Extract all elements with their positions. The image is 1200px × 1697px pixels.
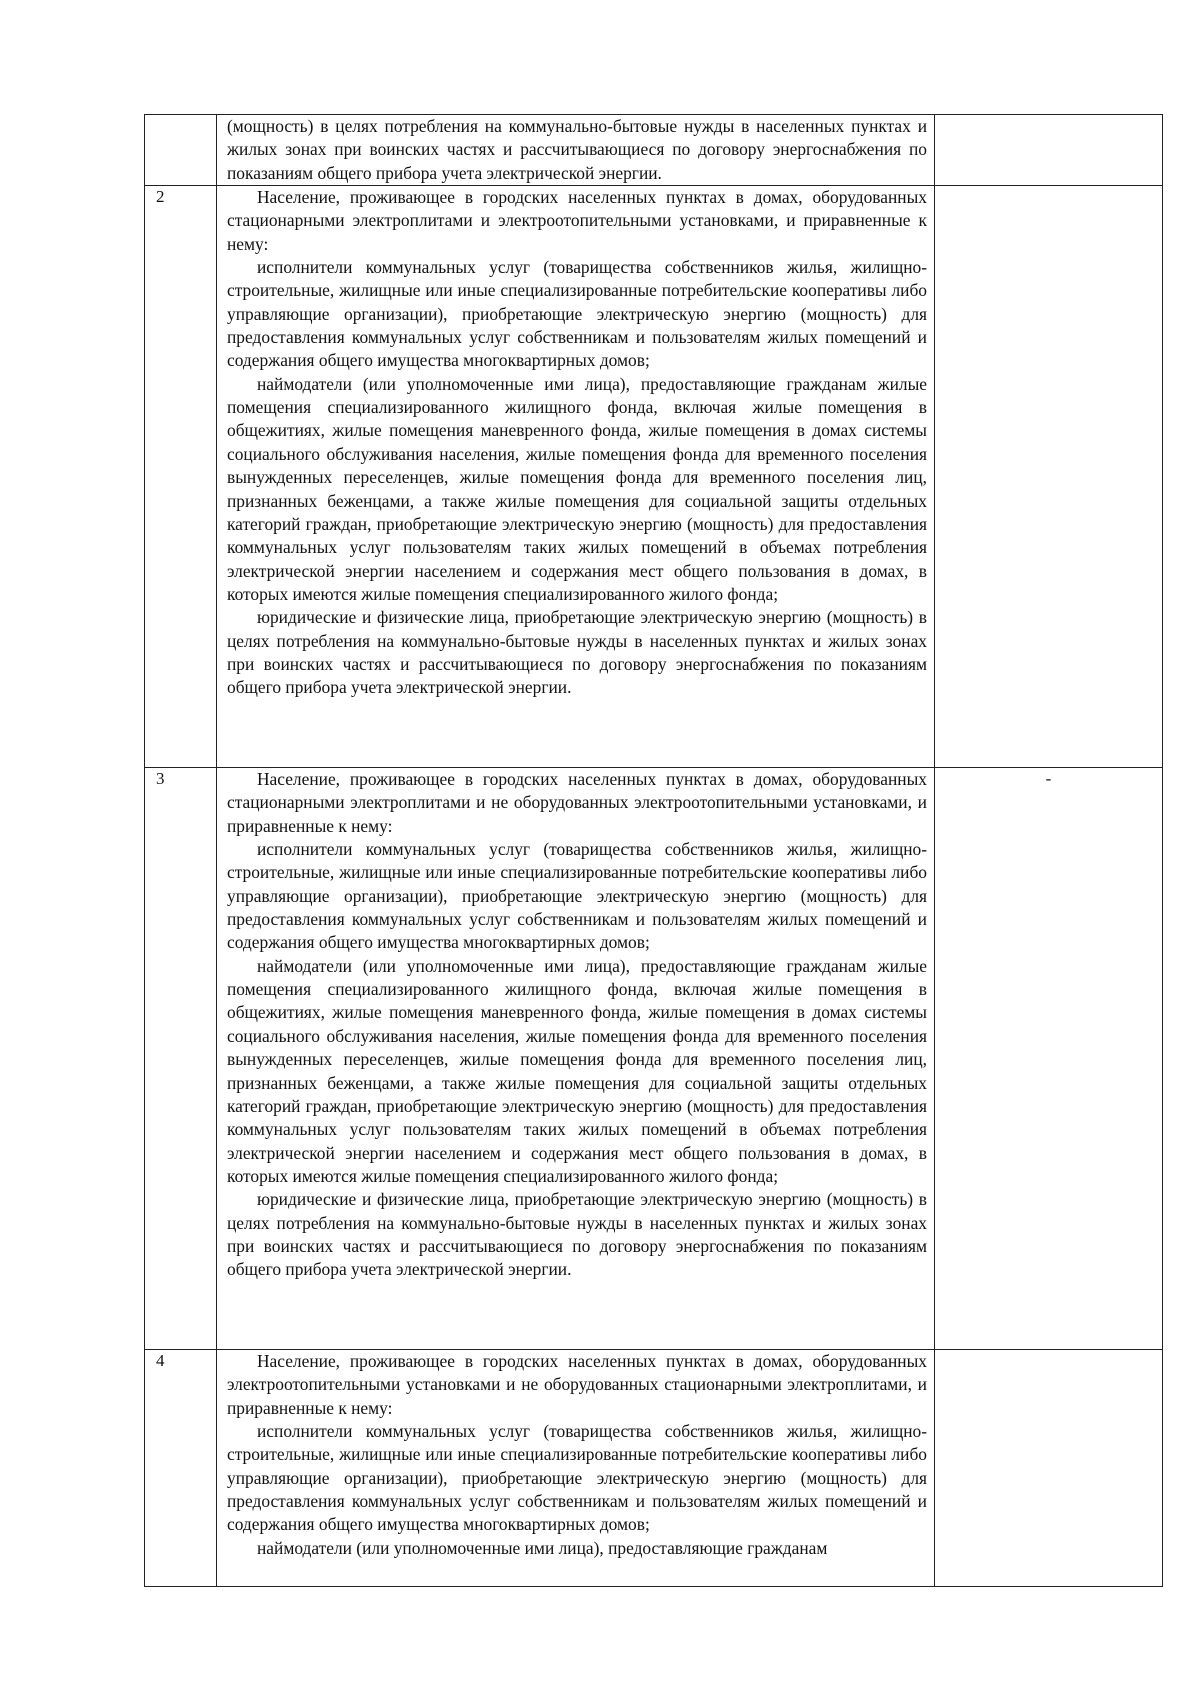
table-row (145, 115, 1163, 186)
row-number: 3 (145, 768, 217, 1350)
row-description (217, 768, 935, 1350)
paragraph: Население, проживающее в городских населенных пунктах в домах, оборудованных стационарными электроплитами и электроотопительными установками, и приравненные к нему: (227, 187, 927, 254)
table-row (145, 1350, 1163, 1587)
row-value: - (935, 768, 1163, 1350)
row-description (217, 186, 935, 768)
paragraph: исполнители коммунальных услуг (товарищества собственников жилья, жилищно-строительные, жилищные или иные специализированные потребительские кооперативы либо управляющие организации), приобретающие электрическую энергию (мощность) для предоставления коммунальных услуг собственникам и пользователям жилых помещений и содержания общего имущества многоквартирных домов; (227, 257, 927, 371)
paragraph: Население, проживающее в городских населенных пунктах в домах, оборудованных стационарными электроплитами и не оборудованных электроотопительными установками, и приравненные к нему: (227, 769, 927, 836)
paragraph: исполнители коммунальных услуг (товарищества собственников жилья, жилищно-строительные, жилищные или иные специализированные потребительские кооперативы либо управляющие организации), приобретающие электрическую энергию (мощность) для предоставления коммунальных услуг собственникам и пользователям жилых помещений и содержания общего имущества многоквартирных домов; (227, 1421, 927, 1535)
table-row (145, 186, 1163, 768)
paragraph: наймодатели (или уполномоченные ими лица), предоставляющие гражданам жилые помещения специализированного жилищного фонда, включая жилые помещения в общежитиях, жилые помещения маневренного фонда, жилые помещения в домах системы социального обслуживания населения, жилые помещения фонда для временного поселения вынужденных переселенцев, жилые помещения фонда для временного поселения лиц, признанных беженцами, а также жилые помещения для социальной защиты отдельных категорий граждан, приобретающие электрическую энергию (мощность) для предоставления коммунальных услуг пользователям таких жилых помещений в объемах потребления электрической энергии населением и содержания мест общего пользования в домах, в которых имеются жилые помещения специализированного жилого фонда; (227, 373, 927, 604)
table-row (145, 768, 1163, 1350)
paragraph: юридические и физические лица, приобретающие электрическую энергию (мощность) в целях потребления на коммунально-бытовые нужды в населенных пунктах и жилых зонах при воинских частях и рассчитывающиеся по договору энергоснабжения по показаниям общего прибора учета электрической энергии. (227, 607, 927, 698)
row-value (935, 186, 1163, 768)
row-description (217, 115, 935, 186)
tariff-consumer-table (144, 114, 1163, 1587)
paragraph: наймодатели (или уполномоченные ими лица), предоставляющие гражданам (257, 1537, 828, 1558)
paragraph: исполнители коммунальных услуг (товарищества собственников жилья, жилищно-строительные, жилищные или иные специализированные потребительские кооперативы либо управляющие организации), приобретающие электрическую энергию (мощность) для предоставления коммунальных услуг собственникам и пользователям жилых помещений и содержания общего имущества многоквартирных домов; (227, 839, 927, 953)
row-value (935, 115, 1163, 186)
row-number: 4 (145, 1350, 217, 1587)
row-description (217, 1350, 935, 1587)
paragraph: наймодатели (или уполномоченные ими лица), предоставляющие гражданам жилые помещения специализированного жилищного фонда, включая жилые помещения в общежитиях, жилые помещения маневренного фонда, жилые помещения в домах системы социального обслуживания населения, жилые помещения фонда для временного поселения вынужденных переселенцев, жилые помещения фонда для временного поселения лиц, признанных беженцами, а также жилые помещения для социальной защиты отдельных категорий граждан, приобретающие электрическую энергию (мощность) для предоставления коммунальных услуг пользователям таких жилых помещений в объемах потребления электрической энергии населением и содержания мест общего пользования в домах, в которых имеются жилые помещения специализированного жилого фонда; (227, 955, 927, 1186)
paragraph: (мощность) в целях потребления на коммунально-бытовые нужды в населенных пунктах и жилых зонах при воинских частях и рассчитывающиеся по договору энергоснабжения по показаниям общего прибора учета электрической энергии. (227, 116, 927, 183)
row-number: 2 (145, 186, 217, 768)
row-value (935, 1350, 1163, 1587)
paragraph: Население, проживающее в городских населенных пунктах в домах, оборудованных электроотопительными установками и не оборудованных стационарными электроплитами, и приравненные к нему: (227, 1351, 927, 1418)
paragraph: юридические и физические лица, приобретающие электрическую энергию (мощность) в целях потребления на коммунально-бытовые нужды в населенных пунктах и жилых зонах при воинских частях и рассчитывающиеся по договору энергоснабжения по показаниям общего прибора учета электрической энергии. (227, 1189, 927, 1280)
row-number (145, 115, 217, 186)
